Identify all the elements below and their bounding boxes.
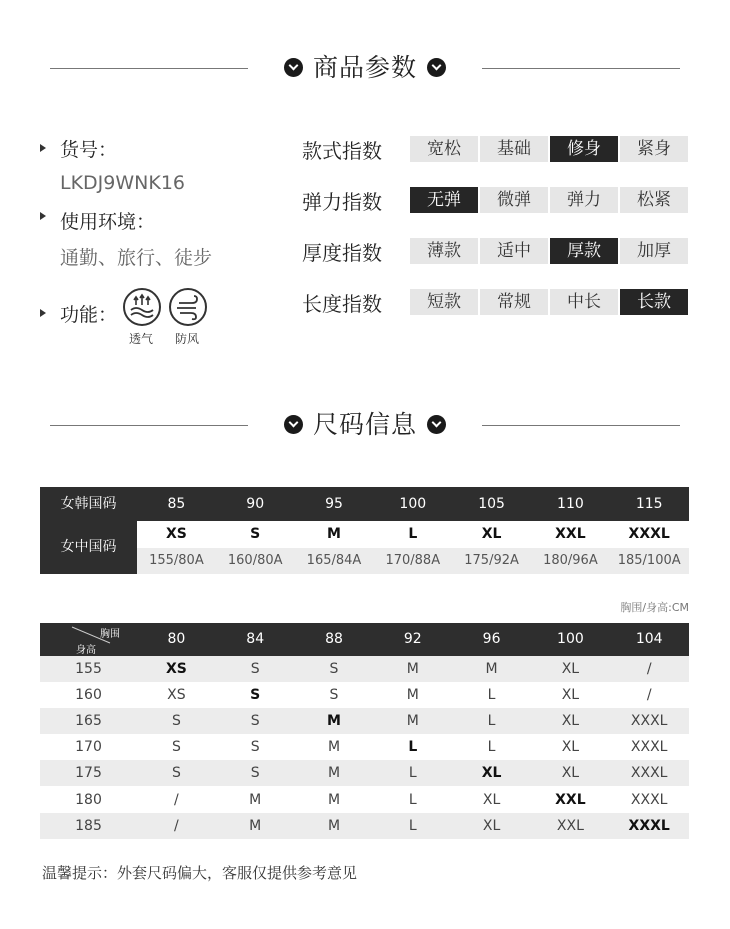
fit-size-cell: XL bbox=[561, 765, 580, 782]
size-section-header bbox=[0, 405, 730, 445]
fit-size-cell: S bbox=[250, 661, 260, 677]
korean-size-cell: 100 bbox=[399, 496, 427, 512]
fit-size-cell: M bbox=[327, 817, 341, 834]
unit-note: 胸围/身高:CM bbox=[620, 601, 689, 614]
chevron-down-icon bbox=[427, 415, 446, 434]
tip-text: 温馨提示：外套尺码偏大，客服仅提供参考意见 bbox=[42, 864, 358, 882]
params-title-wrap bbox=[0, 48, 730, 88]
fit-size-cell: XL bbox=[481, 765, 502, 782]
height-cell: 185 bbox=[75, 817, 102, 834]
chinese-size-cell: XXL bbox=[555, 526, 586, 542]
fit-size-cell: M bbox=[406, 661, 419, 677]
fit-size-cell: XL bbox=[482, 791, 501, 808]
korean-size-cell: 110 bbox=[557, 496, 584, 512]
fit-size-cell: L bbox=[487, 687, 496, 704]
breathable-icon bbox=[123, 288, 161, 326]
windproof-icon bbox=[169, 288, 207, 326]
index-option: 微弹 bbox=[480, 187, 548, 213]
fit-size-cell: XS bbox=[167, 687, 186, 704]
index-label: 厚度指数 bbox=[302, 241, 382, 265]
index-option: 适中 bbox=[480, 238, 548, 264]
index-option: 松紧 bbox=[620, 187, 688, 213]
chinese-spec-cell: 185/100A bbox=[617, 553, 681, 568]
index-option: 中长 bbox=[550, 289, 618, 315]
fit-size-cell: XXL bbox=[555, 791, 586, 808]
fit-size-cell: L bbox=[408, 739, 418, 756]
fit-size-cell: M bbox=[249, 791, 262, 808]
chevron-down-icon bbox=[284, 58, 303, 77]
fit-size-cell: M bbox=[327, 791, 341, 808]
chinese-size-cell: L bbox=[408, 526, 418, 542]
fit-size-cell: XL bbox=[561, 739, 580, 756]
bullet-icon bbox=[40, 212, 46, 220]
windproof-caption: 防风 bbox=[174, 332, 199, 346]
fit-size-cell: M bbox=[485, 661, 498, 677]
fit-size-cell: S bbox=[171, 765, 181, 782]
chevron-down-icon bbox=[427, 58, 446, 77]
item-no-value: LKDJ9WNK16 bbox=[60, 172, 186, 194]
korean-size-cell: 95 bbox=[325, 496, 343, 512]
index-label: 弹力指数 bbox=[302, 190, 382, 214]
index-option: 厚款 bbox=[550, 238, 618, 264]
fit-size-cell: XXL bbox=[556, 817, 584, 834]
chinese-spec-cell: 155/80A bbox=[149, 553, 204, 568]
fit-size-cell: XS bbox=[165, 661, 187, 677]
chinese-size-cell: M bbox=[327, 526, 341, 542]
fit-size-cell: XXXL bbox=[630, 765, 668, 782]
fit-size-cell: M bbox=[327, 739, 341, 756]
chest-header-cell: 104 bbox=[635, 631, 663, 647]
index-option: 紧身 bbox=[620, 136, 688, 162]
fit-size-cell: M bbox=[327, 765, 341, 782]
fit-size-cell: M bbox=[406, 713, 419, 730]
korean-size-cell: 105 bbox=[478, 496, 505, 512]
index-option: 常规 bbox=[480, 289, 548, 315]
fit-size-cell: S bbox=[250, 765, 260, 782]
fit-size-cell: M bbox=[249, 817, 262, 834]
bullet-icon bbox=[40, 309, 46, 317]
index-label: 款式指数 bbox=[302, 139, 382, 163]
chest-header-cell: 92 bbox=[403, 631, 422, 647]
fit-size-cell: XXXL bbox=[628, 817, 670, 834]
fit-size-cell: / bbox=[646, 661, 652, 677]
fit-size-cell: XL bbox=[482, 817, 501, 834]
chinese-spec-cell: 160/80A bbox=[227, 553, 283, 568]
chevron-down-icon bbox=[284, 415, 303, 434]
fit-size-cell: S bbox=[250, 687, 261, 704]
fit-size-cell: S bbox=[329, 661, 339, 677]
item-no-label: 货号： bbox=[60, 139, 118, 161]
chest-header-cell: 96 bbox=[482, 631, 501, 647]
chest-header-cell: 84 bbox=[246, 631, 265, 647]
fit-size-cell: / bbox=[174, 817, 179, 834]
index-option: 基础 bbox=[480, 136, 548, 162]
fit-size-cell: L bbox=[408, 817, 417, 834]
index-option: 短款 bbox=[410, 289, 478, 315]
params-title: 商品参数 bbox=[312, 53, 417, 82]
fit-size-cell: S bbox=[250, 739, 260, 756]
fit-size-cell: S bbox=[171, 713, 181, 730]
korean-size-cell: 85 bbox=[167, 496, 186, 512]
fit-size-cell: S bbox=[250, 713, 260, 730]
size-title: 尺码信息 bbox=[312, 410, 417, 439]
index-option: 弹力 bbox=[550, 187, 618, 213]
index-option: 薄款 bbox=[410, 238, 478, 264]
height-cell: 170 bbox=[75, 739, 102, 756]
fit-size-cell: M bbox=[406, 687, 419, 704]
chest-header-cell: 100 bbox=[557, 631, 584, 647]
korean-size-cell: 90 bbox=[246, 496, 265, 512]
korean-size-cell: 115 bbox=[635, 496, 663, 512]
index-option: 加厚 bbox=[620, 238, 688, 264]
chinese-size-cell: XL bbox=[481, 526, 502, 542]
fit-size-cell: M bbox=[327, 713, 341, 730]
fit-size-cell: L bbox=[487, 713, 496, 730]
korean-size-label: 女韩国码 bbox=[60, 496, 117, 512]
fit-size-cell: XXXL bbox=[630, 739, 668, 756]
index-label: 长度指数 bbox=[302, 292, 382, 316]
fit-size-cell: XXXL bbox=[630, 791, 668, 808]
chinese-spec-cell: 175/92A bbox=[464, 553, 519, 568]
height-cell: 175 bbox=[75, 765, 102, 782]
fit-size-cell: S bbox=[171, 739, 181, 756]
chinese-size-cell: XXXL bbox=[628, 526, 670, 542]
chinese-spec-cell: 180/96A bbox=[543, 553, 598, 568]
corner-height-label: 身高 bbox=[76, 645, 96, 656]
fit-size-cell: XL bbox=[561, 661, 580, 677]
fit-size-cell: XL bbox=[561, 713, 580, 730]
index-option: 宽松 bbox=[410, 136, 478, 162]
chinese-size-cell: XS bbox=[165, 526, 187, 542]
fit-size-cell: / bbox=[174, 791, 179, 808]
fit-size-cell: L bbox=[408, 791, 417, 808]
chest-header-cell: 80 bbox=[167, 631, 186, 647]
fit-size-cell: S bbox=[329, 687, 339, 704]
height-cell: 160 bbox=[75, 687, 102, 704]
fit-size-cell: XL bbox=[561, 687, 580, 704]
chinese-spec-cell: 170/88A bbox=[385, 553, 441, 568]
env-label: 使用环境： bbox=[60, 211, 156, 233]
bullet-icon bbox=[40, 144, 46, 152]
index-option: 修身 bbox=[550, 136, 618, 162]
fit-size-cell: / bbox=[646, 687, 652, 704]
size-title-wrap bbox=[0, 405, 730, 445]
index-option: 长款 bbox=[620, 289, 688, 315]
height-cell: 165 bbox=[75, 713, 102, 730]
chinese-size-label: 女中国码 bbox=[60, 539, 117, 555]
height-cell: 155 bbox=[75, 661, 102, 677]
corner-chest-label: 胸围 bbox=[100, 629, 120, 640]
params-section-header bbox=[0, 48, 730, 88]
env-value: 通勤、旅行、徒步 bbox=[60, 247, 213, 269]
fit-size-cell: XXXL bbox=[630, 713, 668, 730]
fit-size-cell: L bbox=[408, 765, 417, 782]
func-label: 功能： bbox=[60, 304, 118, 326]
fit-size-cell: L bbox=[487, 739, 496, 756]
height-cell: 180 bbox=[75, 791, 102, 808]
breathable-caption: 透气 bbox=[128, 332, 153, 346]
chinese-spec-cell: 165/84A bbox=[306, 553, 362, 568]
index-option: 无弹 bbox=[410, 187, 478, 213]
chinese-size-cell: S bbox=[250, 526, 261, 542]
chest-header-cell: 88 bbox=[325, 631, 343, 647]
